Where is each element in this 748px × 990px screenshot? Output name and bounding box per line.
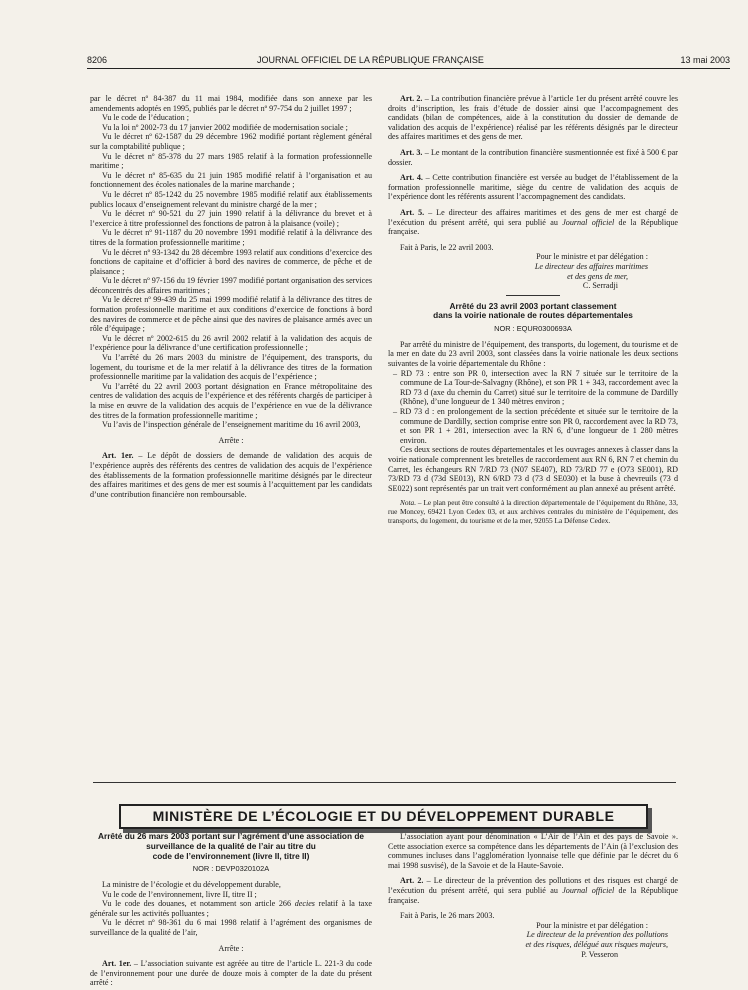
- nor-reference: NOR : DEVP0320102A: [192, 864, 270, 874]
- signature-line: Le directeur de la prévention des pollutions: [526, 930, 668, 940]
- article-text: – L’association suivante est agréée au titre de l’article L. 221-3 du code de l’environnement pour une durée de douze mois à compter de la date du présent arrêté :: [90, 959, 372, 988]
- note: [388, 499, 678, 525]
- article-3: [388, 148, 678, 167]
- list-item: – RD 73 d : en prolongement de la section précédente et située sur le territoire de la commune de Dardilly, section comprise entre son PR 0, raccordement avec la RD 73, et son PR 1 + 281, intersection avec la RN 6, d’une longueur de 1 280 mètres environ.: [393, 407, 678, 445]
- article-text: de la République française.: [388, 217, 678, 237]
- column-1: [90, 94, 372, 499]
- section-divider: [506, 295, 560, 296]
- article-5: [388, 208, 678, 237]
- journal-name: Journal officiel: [562, 885, 615, 895]
- paragraph: Vu le décret nº 98-361 du 6 mai 1998 relatif à l’agrément des organismes de surveillance de la qualité de l’air,: [90, 918, 372, 937]
- signature-line: et des risques, délégué aux risques majeurs,: [525, 939, 668, 949]
- paragraph: [90, 899, 372, 918]
- arrete-heading: Arrête :: [218, 943, 244, 953]
- issue-date: 13 mai 2003: [680, 55, 730, 65]
- article-label: Art. 1er.: [102, 959, 132, 969]
- article-2: [388, 876, 678, 905]
- signature-line: Le directeur des affaires maritimes: [534, 261, 648, 271]
- paragraph: Vu le décret nº 62-1587 du 29 décembre 1962 modifié portant règlement général sur la comptabilité publique ;: [90, 132, 372, 151]
- section-rule: [93, 782, 676, 783]
- paragraph: Vu le décret nº 2002-615 du 26 avril 2002 relatif à la validation des acquis de l’expérience pour la délivrance d’une certification professionnelle ;: [90, 333, 372, 353]
- paragraph: par le décret nº 84-387 du 11 mai 1984, modifiée dans son annexe par les amendements adoptés en 1995, publiés par le décret nº 97-754 du 2 juillet 1997 ;: [90, 94, 372, 113]
- journal-name: Journal officiel: [562, 217, 615, 227]
- column-3: [90, 832, 372, 988]
- paragraph: Vu le décret nº 85-1242 du 25 novembre 1985 modifié relatif aux établissements publics locaux d’enseignement relevant du ministre chargé de la mer ;: [90, 189, 372, 209]
- paragraph: Vu l’arrêté du 22 avril 2003 portant désignation en France métropolitaine des centres de validation des acquis de l’expérience et des référents chargés de participer à la mise en œuvre de la validation des acquis de l’expérience en vue de la délivrance des titres de la formation professionnelle maritime ;: [90, 381, 372, 420]
- paragraph: Vu le décret nº 99-439 du 25 mai 1999 modifié relatif à la délivrance des titres de formation professionnelle maritime et aux conditions d’exercice de fonctions à bord des navires de commerce et de pêche ainsi que des navires de plaisance armés avec un rôle d’équipage ;: [90, 295, 372, 334]
- article-label: Art. 1er.: [102, 451, 134, 461]
- publication-title: JOURNAL OFFICIEL DE LA RÉPUBLIQUE FRANÇAISE: [257, 55, 484, 65]
- paragraph-text: Vu le code des douanes, et notamment son article 266: [102, 899, 295, 909]
- paragraph: Vu le code de l’environnement, livre II, titre II ;: [102, 889, 257, 899]
- signatory-name: P. Vesseron: [581, 949, 618, 959]
- page-number: 8206: [87, 55, 108, 65]
- article-label: Art. 2.: [400, 94, 423, 103]
- paragraph: Vu le décret nº 85-378 du 27 mars 1985 relatif à la formation professionnelle maritime ;: [90, 151, 372, 171]
- paragraph: Vu le code de l’éducation ;: [102, 113, 189, 123]
- note-text: – Le plan peut être consulté à la direction départementale de l’équipement du Rhône, 33, rue Moncey, 69421 Lyon Cedex 03, et aux archives centrales du ministère de l’équipement, des transports, du logement, du tourisme et de la mer, 92055 La Défense Cedex.: [388, 498, 678, 525]
- article-2: [388, 94, 678, 142]
- article-text: – Le directeur des affaires maritimes et des gens de mer est chargé de l’exécution du présent arrêté, qui sera publié au: [388, 207, 678, 227]
- paragraph: Vu la loi nº 2002-73 du 17 janvier 2002 modifiée de modernisation sociale ;: [102, 122, 348, 132]
- column-2: [388, 94, 678, 526]
- paragraph: Vu l’avis de l’inspection générale de l’enseignement maritime du 16 avril 2003,: [102, 420, 361, 430]
- paragraph-text: relatif à la taxe générale sur les activités polluantes ;: [90, 899, 372, 918]
- article-text: – Le dépôt de dossiers de demande de validation des acquis de l’expérience auprès des référents des centres de validation des acquis de l’expérience des établissements de la formation professionnelle maritime désignés par le directeur des affaires maritimes et des gens de mer est soumis à l’acquittement par les candidats d’une contribution financière non remboursable.: [90, 451, 372, 499]
- decree-title: dans la voirie nationale de routes départementales: [433, 310, 633, 321]
- article-text: – Le directeur de la prévention des pollutions et des risques est chargé de l’exécution du présent arrêté, qui sera publié au: [388, 876, 679, 895]
- decree-title: code de l’environnement (livre II, titre II): [152, 850, 310, 861]
- header-rule: [87, 68, 730, 69]
- paragraph: Vu le décret nº 97-156 du 19 février 1997 modifié portant organisation des services déconcentrés des affaires maritimes ;: [90, 276, 372, 295]
- paragraph: Par arrêté du ministre de l’équipement, des transports, du logement, du tourisme et de la mer en date du 23 avril 2003, sont classées dans la voirie nationale les deux sections suivantes de la voirie départementale du Rhône :: [388, 339, 678, 369]
- article-label: Art. 5.: [400, 207, 425, 217]
- done-at: Fait à Paris, le 22 avril 2003.: [400, 242, 494, 252]
- decree-title: Arrêté du 26 mars 2003 portant sur l’agrément d’une association de surveillance de la qualité de l’air au titre du: [97, 831, 365, 851]
- article-label: Art. 2.: [400, 876, 424, 886]
- article-text: – Cette contribution financière est versée au budget de l’établissement de la formation professionnelle maritime, siège du centre de validation des acquis de l’expérience dont les référents assurent l’accompagnement des candidats.: [388, 173, 679, 202]
- signatory-name: C. Serradji: [582, 281, 618, 291]
- paragraph: Vu le décret nº 85-635 du 21 juin 1985 modifié relatif à l’organisation et au fonctionnement des écoles nationales de la marine marchande ;: [90, 170, 372, 190]
- article-1: [90, 451, 372, 499]
- article-text: – La contribution financière prévue à l’article 1er du présent arrêté couvre les droits d’inscription, les frais d’étude de dossier ainsi que l’accompagnement des candidats (bilan de compétences, aide à la constitution du dossier de demande de validation des acquis de l’expérience) réalisé par les référents désignés par le directeur des affaires maritimes et des gens de mer.: [388, 94, 679, 142]
- signature-line: Pour la ministre et par délégation :: [536, 920, 648, 930]
- decree-title: Arrêté du 23 avril 2003 portant classement: [449, 300, 617, 311]
- note-label: Nota.: [400, 498, 417, 508]
- running-header: [87, 55, 730, 67]
- list-item: – RD 73 : entre son PR 0, intersection avec la RN 7 située sur le territoire de la commune de La Tour-de-Salvagny (Rhône), et son PR 1 + 343, raccordement avec la RD 73 d (axe du chemin du Carret) situé sur le territoire de la commune de Dardilly (Rhône), d’une longueur de 1 340 mètres environ ;: [393, 368, 678, 407]
- paragraph-text: decies: [294, 899, 315, 909]
- paragraph: L’association ayant pour dénomination « L’Air de l’Ain et des pays de Savoie ». Cette association exerce sa compétence dans les départements de l’Ain (à l’exclusion des communes incluses dans l’agglomération lyonnaise telle que définie par le décret du 6 mai 1998 susvisé), de la Savoie et de la Haute-Savoie.: [388, 832, 678, 870]
- ministry-banner: MINISTÈRE DE L’ÉCOLOGIE ET DU DÉVELOPPEMENT DURABLE: [119, 804, 648, 829]
- article-4: [388, 173, 678, 202]
- nor-reference: NOR : EQUR0300693A: [494, 324, 572, 334]
- article-text: – Le montant de la contribution financière susmentionnée est fixé à 500 € par dossier.: [388, 147, 678, 167]
- section-list: [388, 369, 678, 446]
- signature-line: Pour le ministre et par délégation :: [536, 252, 648, 262]
- signature-line: et des gens de mer,: [567, 271, 628, 281]
- paragraph: La ministre de l’écologie et du développement durable,: [102, 879, 281, 889]
- article-label: Art. 4.: [400, 173, 423, 183]
- paragraph: Vu l’arrêté du 26 mars 2003 du ministre de l’équipement, des transports, du logement, du tourisme et de la mer relatif à la délivrance des titres de la formation professionnelle maritime par la validation des acquis de l’expérience ;: [90, 353, 372, 382]
- column-4: [388, 832, 678, 959]
- article-label: Art. 3.: [400, 147, 423, 157]
- article-text: de la République française.: [388, 885, 678, 905]
- paragraph: Vu le décret nº 91-1187 du 20 novembre 1991 modifié relatif à la délivrance des titres de la formation professionnelle maritime ;: [90, 228, 372, 247]
- paragraph: Vu le décret nº 90-521 du 27 juin 1990 relatif à la délivrance du brevet et à l’exercice à titre professionnel des fonctions de patron à la plaisance (voile) ;: [90, 209, 372, 228]
- paragraph: Ces deux sections de routes départementales et les ouvrages annexes à classer dans la voirie nationale comprennent les bretelles de raccordement aux RN 6, RN 7 et chemin du Carret, les échangeurs RN 7/RD 73 (N07 SE407), RD 73/RD 77 e (O73 SE001), RD 73/RD 73 d (73d SE013), RN 6/RD 73 d (73 d SE030) et la buse à chevreuils (73 d SE022) sont représentés par un trait vert conformément au plan annexé au présent arrêté.: [388, 445, 678, 493]
- done-at: Fait à Paris, le 26 mars 2003.: [400, 911, 495, 921]
- article-1: [90, 959, 372, 988]
- paragraph: Vu le décret nº 93-1342 du 28 décembre 1993 relatif aux conditions d’exercice des fonctions de capitaine et d’officier à bord des navires de commerce, de pêche et de plaisance ;: [90, 247, 372, 276]
- arrete-heading: Arrête :: [218, 435, 244, 445]
